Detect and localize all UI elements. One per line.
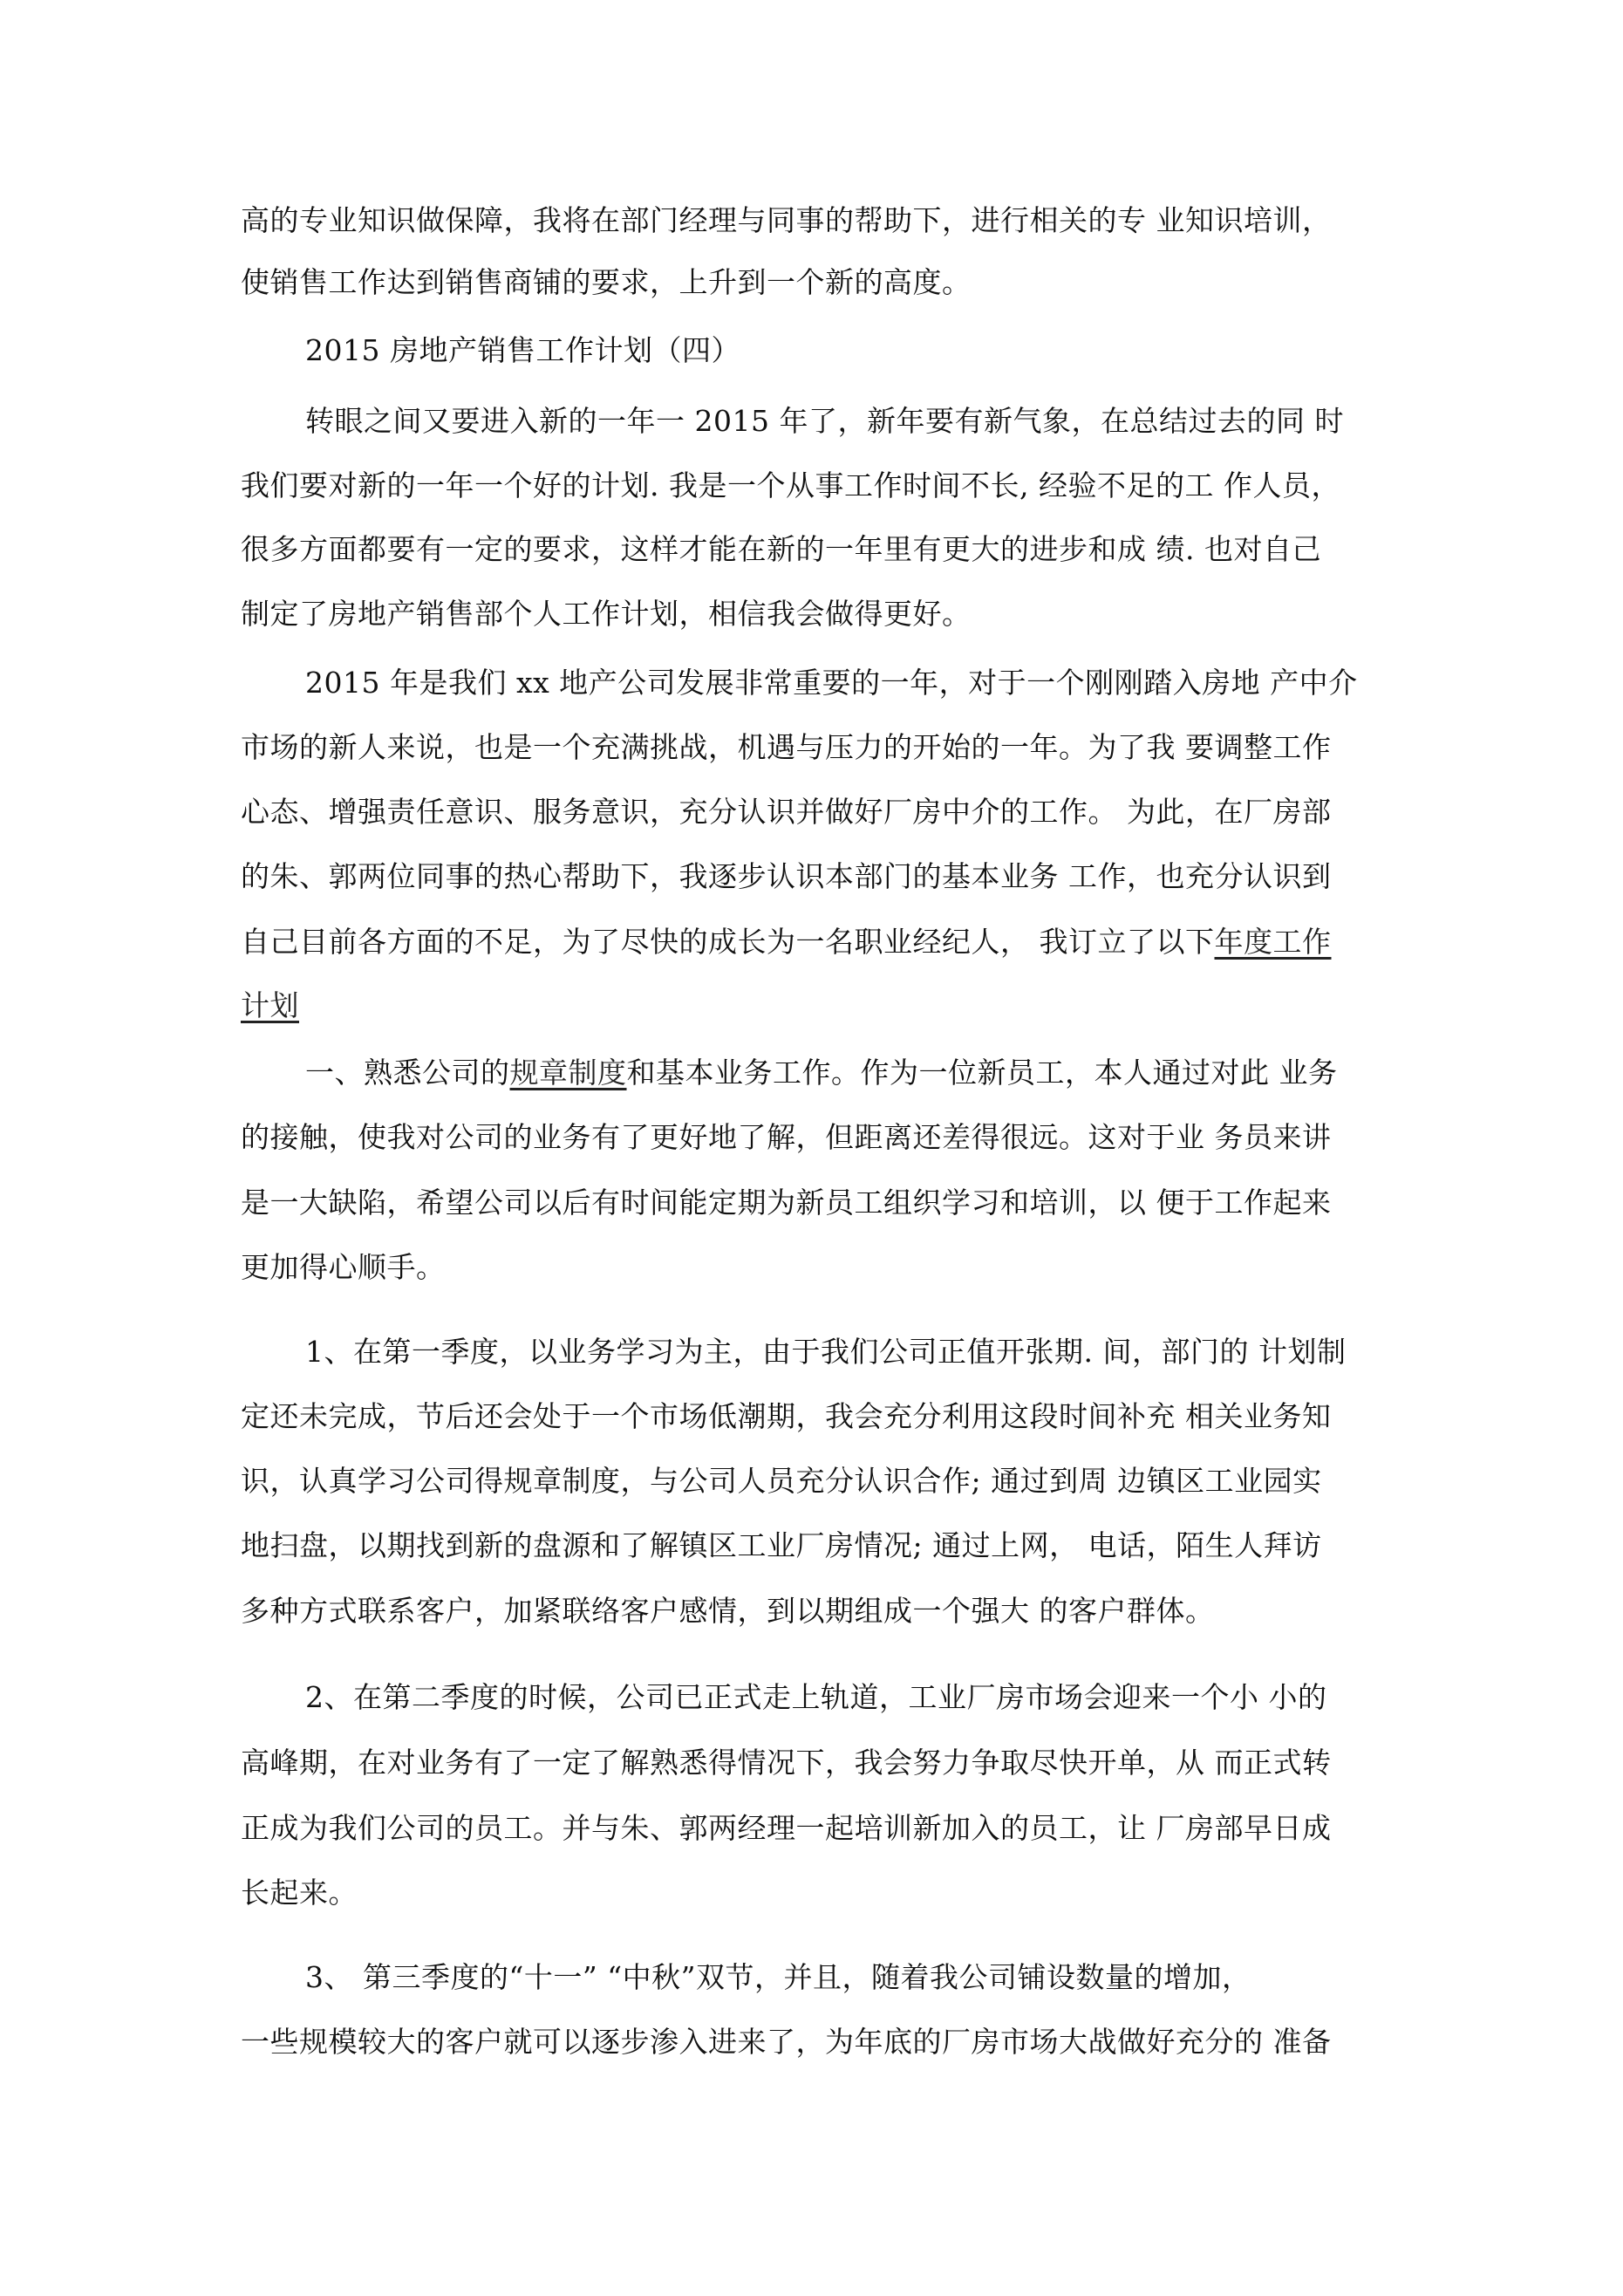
text-line: 更加得心顺手。 [241, 1250, 446, 1284]
text-line: 很多方面都要有一定的要求，这样才能在新的一年里有更大的进步和成 绩. 也对自己 [241, 532, 1321, 566]
text-line: 的朱、郭两位同事的热心帮助下，我逐步认识本部门的基本业务 工作，也充分认识到 [241, 859, 1332, 893]
work-plan-link[interactable]: 计划 [241, 988, 299, 1022]
text-segment: 一、熟悉公司的 [305, 1056, 510, 1090]
text-line: 2015 年是我们 xx 地产公司发展非常重要的一年，对于一个刚刚踏入房地 产中介 [305, 666, 1358, 700]
text-line: 3、 第三季度的“十一” “中秋”双节，并且，随着我公司铺设数量的增加， [305, 1960, 1251, 1994]
text-line: 高峰期，在对业务有了一定了解熟悉得情况下，我会努力争取尽快开单，从 而正式转 [241, 1746, 1332, 1780]
text-line: 一些规模较大的客户就可以逐步渗入进来了，为年底的厂房市场大战做好充分的 准备 [241, 2025, 1332, 2059]
text-line: 是一大缺陷，希望公司以后有时间能定期为新员工组织学习和培训，以 便于工作起来 [241, 1186, 1332, 1220]
text-line: 地扫盘，以期找到新的盘源和了解镇区工业厂房情况; 通过上网， 电话，陌生人拜访 [241, 1528, 1322, 1562]
text-line: 的接触，使我对公司的业务有了更好地了解，但距离还差得很远。这对于业 务员来讲 [241, 1120, 1332, 1154]
annual-work-plan-link[interactable]: 年度工作 [1214, 925, 1332, 959]
text-segment: 自己目前各方面的不足，为了尽快的成长为一名职业经纪人， 我订立了以下 [241, 925, 1215, 959]
text-line: 高的专业知识做保障，我将在部门经理与同事的帮助下，进行相关的专 业知识培训， [241, 203, 1332, 237]
text-line: 2、在第二季度的时候，公司已正式走上轨道，工业厂房市场会迎来一个小 小的 [305, 1680, 1327, 1714]
text-line [241, 988, 299, 1023]
rules-regulations-link[interactable]: 规章制度 [509, 1056, 627, 1090]
text-line: 使销售工作达到销售商铺的要求，上升到一个新的高度。 [241, 265, 972, 299]
text-line: 心态、增强责任意识、服务意识，充分认识并做好厂房中介的工作。 为此，在厂房部 [241, 795, 1332, 829]
text-line: 正成为我们公司的员工。并与朱、郭两经理一起培训新加入的员工，让 厂房部早日成 [241, 1811, 1332, 1845]
text-line: 制定了房地产销售部个人工作计划，相信我会做得更好。 [241, 597, 972, 631]
text-line: 识，认真学习公司得规章制度，与公司人员充分认识合作; 通过到周 边镇区工业园实 [241, 1464, 1322, 1498]
text-line: 多种方式联系客户，加紧联络客户感情，到以期组成一个强大 的客户群体。 [241, 1594, 1215, 1628]
text-line: 1、在第一季度，以业务学习为主，由于我们公司正值开张期. 间，部门的 计划制 [305, 1335, 1347, 1369]
text-line [305, 1056, 1338, 1090]
text-line: 长起来。 [241, 1876, 358, 1910]
text-line [241, 925, 1332, 960]
text-line: 市场的新人来说，也是一个充满挑战，机遇与压力的开始的一年。为了我 要调整工作 [241, 730, 1332, 764]
text-segment: 和基本业务工作。作为一位新员工，本人通过对此 业务 [626, 1056, 1338, 1090]
text-line: 我们要对新的一年一个好的计划. 我是一个从事工作时间不长, 经验不足的工 作人员， [241, 468, 1340, 502]
text-line: 转眼之间又要进入新的一年一 2015 年了，新年要有新气象，在总结过去的同 时 [305, 404, 1344, 438]
section-title: 2015 房地产销售工作计划（四） [305, 333, 740, 367]
text-line: 定还未完成，节后还会处于一个市场低潮期，我会充分利用这段时间补充 相关业务知 [241, 1399, 1332, 1433]
